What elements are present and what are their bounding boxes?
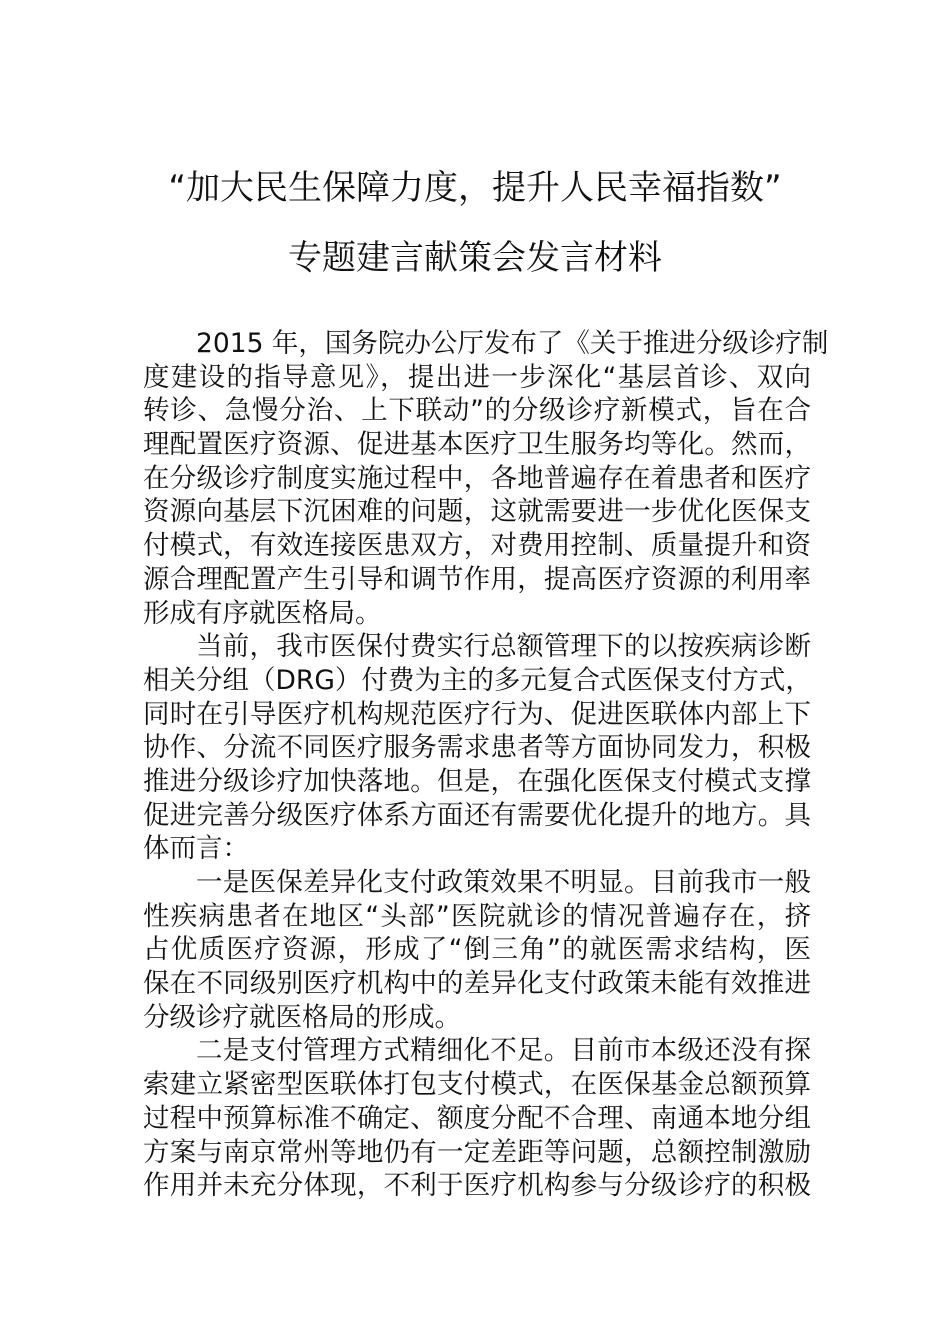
paragraph-line: 转诊、急慢分治、上下联动”的分级诊疗新模式，旨在合 xyxy=(143,395,811,427)
paragraph-line: 体而言： xyxy=(143,833,249,865)
paragraph-issue-one xyxy=(143,866,811,1034)
paragraph-line: 理配置医疗资源、促进基本医疗卫生服务均等化。然而， xyxy=(143,429,811,461)
paragraph-line: 2015 年，国务院办公厅发布了《关于推进分级诊疗制 xyxy=(196,328,829,359)
paragraph-line: 源合理配置产生引导和调节作用，提高医疗资源的利用率 xyxy=(143,563,811,595)
paragraph-line: 分级诊疗就医格局的形成。 xyxy=(143,1001,461,1033)
paragraph-line: 资源向基层下沉困难的问题，这就需要进一步优化医保支 xyxy=(143,496,811,528)
document-subtitle: 专题建言献策会发言材料 xyxy=(288,238,662,278)
paragraph-line: 同时在引导医疗机构规范医疗行为、促进医联体内部上下 xyxy=(143,698,811,730)
paragraph-line: 二是支付管理方式精细化不足。目前市本级还没有探 xyxy=(196,1035,811,1067)
paragraph-line: 度建设的指导意见》，提出进一步深化“基层首诊、双向 xyxy=(143,361,811,393)
document-body xyxy=(143,327,829,1203)
paragraph-line: 付模式，有效连接医患双方，对费用控制、质量提升和资 xyxy=(143,530,811,562)
paragraph-line: 在分级诊疗制度实施过程中，各地普遍存在着患者和医疗 xyxy=(143,462,811,494)
paragraph-line: 相关分组（DRG）付费为主的多元复合式医保支付方式， xyxy=(143,664,812,696)
document-title: “加大民生保障力度，提升人民幸福指数” xyxy=(168,168,782,208)
paragraph-line: 形成有序就医格局。 xyxy=(143,597,382,629)
paragraph-line: 作用并未充分体现，不利于医疗机构参与分级诊疗的积极 xyxy=(143,1170,811,1202)
paragraph-line: 促进完善分级医疗体系方面还有需要优化提升的地方。具 xyxy=(143,799,811,831)
paragraph-intro xyxy=(143,327,829,630)
paragraph-current-status xyxy=(143,630,811,866)
paragraph-issue-two xyxy=(143,1034,811,1202)
paragraph-line: 过程中预算标准不确定、额度分配不合理、南通本地分组 xyxy=(143,1102,811,1134)
paragraph-line: 协作、分流不同医疗服务需求患者等方面协同发力，积极 xyxy=(143,732,811,764)
paragraph-line: 推进分级诊疗加快落地。但是，在强化医保支付模式支撑 xyxy=(143,765,811,797)
paragraph-line: 性疾病患者在地区“头部”医院就诊的情况普遍存在，挤 xyxy=(143,900,811,932)
paragraph-line: 当前，我市医保付费实行总额管理下的以按疾病诊断 xyxy=(196,631,811,663)
paragraph-line: 一是医保差异化支付政策效果不明显。目前我市一般 xyxy=(196,867,811,898)
paragraph-line: 索建立紧密型医联体打包支付模式，在医保基金总额预算 xyxy=(143,1069,811,1101)
paragraph-line: 占优质医疗资源，形成了“倒三角”的就医需求结构，医 xyxy=(143,934,811,966)
paragraph-line: 保在不同级别医疗机构中的差异化支付政策未能有效推进 xyxy=(143,968,811,1000)
paragraph-line: 方案与南京常州等地仍有一定差距等问题，总额控制激励 xyxy=(143,1136,811,1168)
